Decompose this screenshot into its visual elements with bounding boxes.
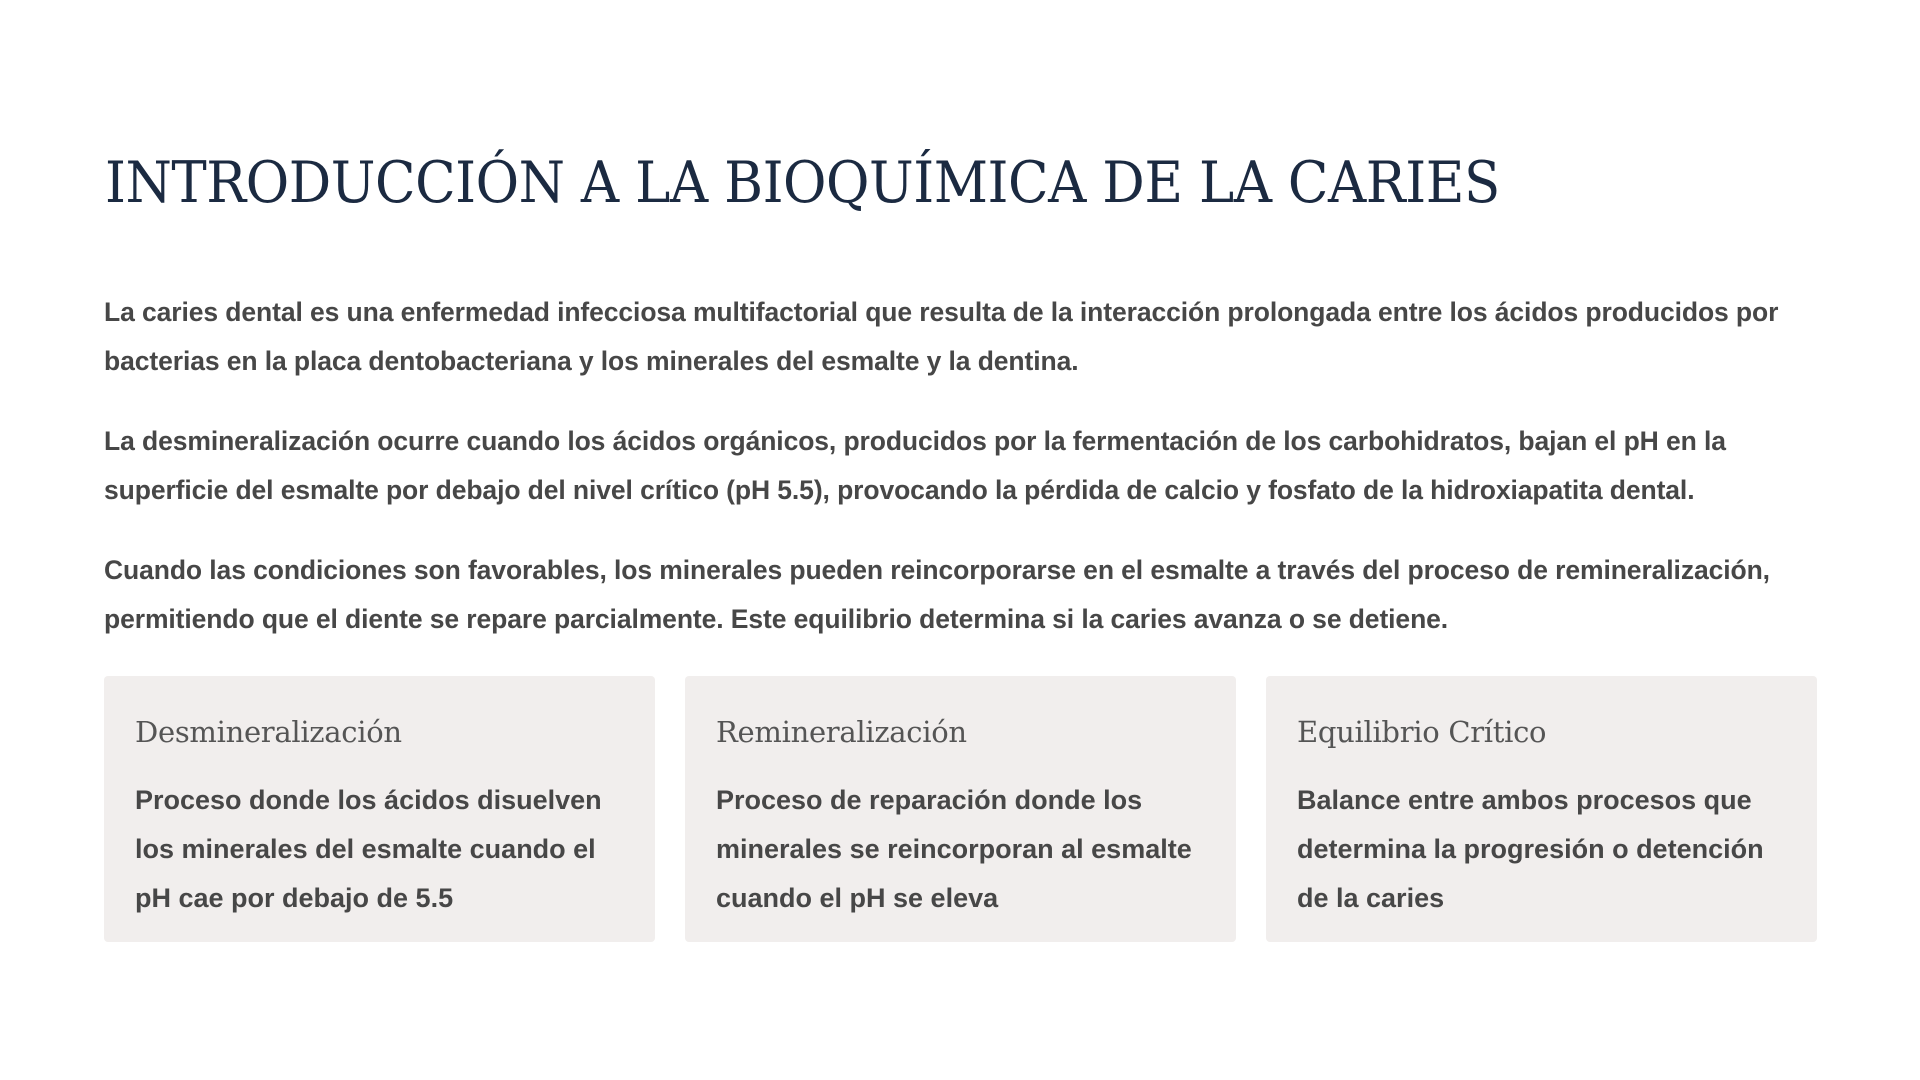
- paragraph-demineralization: La desmineralización ocurre cuando los ácidos orgánicos, producidos por la fermentación de los carbohidratos, bajan el pH en la superficie del esmalte por debajo del nivel crítico (pH 5.5), provocando la pérdida de calcio y fosfato de la hidroxiapatita dental.: [104, 426, 1726, 505]
- intro-text: [104, 288, 1816, 675]
- card-remineralization: [685, 676, 1236, 942]
- card-demineralization: [104, 676, 655, 942]
- paragraph-intro: La caries dental es una enfermedad infecciosa multifactorial que resulta de la interacción prolongada entre los ácidos producidos por bacterias en la placa dentobacteriana y los minerales del esmalte y la dentina.: [104, 297, 1779, 376]
- card-critical-balance: [1266, 676, 1817, 942]
- concept-cards: [104, 676, 1817, 942]
- card-title: Desmineralización: [135, 715, 402, 749]
- card-text: Balance entre ambos procesos que determina la progresión o detención de la caries: [1297, 785, 1764, 913]
- card-text: Proceso donde los ácidos disuelven los minerales del esmalte cuando el pH cae por debajo de 5.5: [135, 785, 602, 913]
- card-title: Equilibrio Crítico: [1297, 715, 1547, 749]
- paragraph-remineralization: Cuando las condiciones son favorables, los minerales pueden reincorporarse en el esmalte a través del proceso de remineralización, permitiendo que el diente se repare parcialmente. Este equilibrio determina si la caries avanza o se detiene.: [104, 555, 1770, 634]
- card-title: Remineralización: [716, 715, 967, 749]
- card-text: Proceso de reparación donde los minerales se reincorporan al esmalte cuando el pH se eleva: [716, 785, 1192, 913]
- slide-title: INTRODUCCIÓN A LA BIOQUÍMICA DE LA CARIES: [105, 150, 1500, 216]
